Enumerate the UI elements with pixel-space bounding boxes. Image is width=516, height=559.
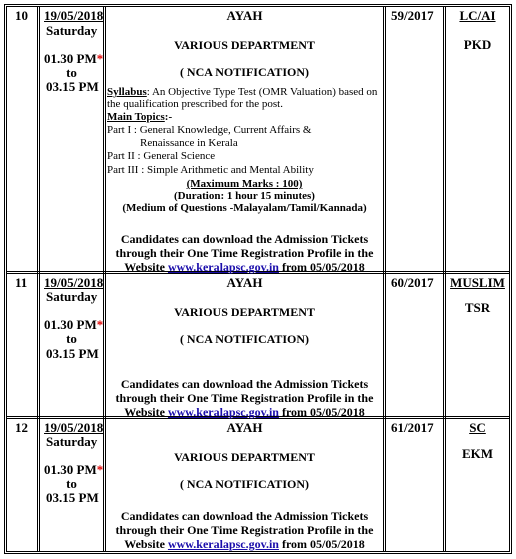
syllabus-label: Syllabus bbox=[107, 86, 147, 98]
topic-part-3: Part III : Simple Arithmetic and Mental Ability bbox=[107, 164, 314, 176]
column-separator bbox=[383, 6, 384, 552]
time-from-text: 01.30 PM bbox=[44, 317, 97, 332]
download-notice-line1: Candidates can download the Admission Tickets bbox=[120, 377, 369, 391]
question-medium: (Medium of Questions -Malayalam/Tamil/Kannada) bbox=[122, 202, 367, 214]
time-to-word: to bbox=[66, 65, 77, 80]
department: VARIOUS DEPARTMENT bbox=[174, 38, 315, 52]
topic-part-2: Part II : General Science bbox=[107, 150, 216, 162]
website-link[interactable]: www.keralapsc.gov.in bbox=[167, 405, 279, 419]
exam-time-to: 03.15 PM bbox=[46, 79, 99, 94]
main-topics-label: Main Topics bbox=[107, 111, 165, 123]
time-from-text: 01.30 PM bbox=[44, 462, 97, 477]
community: LC/AI bbox=[459, 8, 496, 23]
column-separator bbox=[443, 6, 444, 552]
download-notice-line2: through their One Time Registration Profile in the bbox=[115, 246, 374, 260]
serial-number: 11 bbox=[15, 275, 28, 290]
download-notice-line2: through their One Time Registration Profile in the bbox=[115, 523, 374, 537]
column-separator bbox=[39, 6, 40, 552]
post-name: AYAH bbox=[226, 275, 263, 290]
download-notice-line3 bbox=[106, 405, 383, 419]
district: TSR bbox=[464, 300, 491, 315]
serial-number: 10 bbox=[15, 8, 28, 23]
website-link[interactable]: www.keralapsc.gov.in bbox=[167, 537, 279, 551]
time-to-word: to bbox=[66, 331, 77, 346]
table-border-left-inner bbox=[6, 6, 7, 552]
table-border-right bbox=[511, 4, 512, 554]
website-label: Website bbox=[124, 537, 165, 551]
exam-date: 19/05/2018 bbox=[44, 275, 104, 290]
download-notice-line1: Candidates can download the Admission Tickets bbox=[120, 232, 369, 246]
category-number: 59/2017 bbox=[391, 8, 434, 23]
exam-time-from bbox=[44, 318, 103, 332]
main-topics-heading bbox=[107, 110, 172, 124]
download-notice-line1: Candidates can download the Admission Tickets bbox=[120, 509, 369, 523]
table-border-bottom bbox=[4, 553, 512, 554]
post-name: AYAH bbox=[226, 420, 263, 435]
table-border-bottom-inner bbox=[6, 551, 510, 552]
time-asterisk: * bbox=[96, 317, 104, 332]
exam-day: Saturday bbox=[46, 289, 98, 304]
download-notice-line2: through their One Time Registration Profile in the bbox=[115, 391, 374, 405]
serial-number: 12 bbox=[15, 420, 28, 435]
exam-duration: (Duration: 1 hour 15 minutes) bbox=[174, 190, 315, 202]
column-separator bbox=[37, 6, 38, 552]
time-asterisk: * bbox=[96, 51, 104, 66]
community: MUSLIM bbox=[450, 275, 505, 290]
time-asterisk: * bbox=[96, 462, 104, 477]
website-link[interactable]: www.keralapsc.gov.in bbox=[167, 260, 279, 274]
website-label: Website bbox=[124, 405, 165, 419]
time-to-word: to bbox=[66, 476, 77, 491]
notification-type: ( NCA NOTIFICATION) bbox=[179, 332, 310, 346]
time-from-text: 01.30 PM bbox=[44, 51, 97, 66]
download-from-date: from 05/05/2018 bbox=[281, 260, 365, 274]
topic-part-1-cont: Renaissance in Kerala bbox=[140, 137, 238, 149]
exam-time-to: 03.15 PM bbox=[46, 346, 99, 361]
exam-day: Saturday bbox=[46, 434, 98, 449]
table-border-right-inner bbox=[509, 6, 510, 552]
download-notice-line3 bbox=[106, 260, 383, 274]
category-number: 60/2017 bbox=[391, 275, 434, 290]
website-label: Website bbox=[124, 260, 165, 274]
district: EKM bbox=[461, 446, 494, 461]
topic-part-1: Part I : General Knowledge, Current Affairs & bbox=[107, 124, 312, 136]
notification-type: ( NCA NOTIFICATION) bbox=[179, 477, 310, 491]
community: SC bbox=[469, 420, 486, 435]
district: PKD bbox=[463, 37, 492, 52]
table-border-left bbox=[4, 4, 5, 554]
department: VARIOUS DEPARTMENT bbox=[174, 450, 315, 464]
column-separator bbox=[385, 6, 386, 552]
download-notice-line3 bbox=[106, 537, 383, 551]
exam-date: 19/05/2018 bbox=[44, 8, 104, 23]
table-border-top bbox=[4, 4, 512, 5]
department: VARIOUS DEPARTMENT bbox=[174, 305, 315, 319]
table-border-top-inner bbox=[6, 6, 510, 7]
maximum-marks: (Maximum Marks : 100) bbox=[186, 178, 303, 190]
notification-type: ( NCA NOTIFICATION) bbox=[179, 65, 310, 79]
syllabus-text: : An Objective Type Test (OMR Valuation) based on bbox=[146, 86, 378, 98]
exam-day: Saturday bbox=[46, 23, 98, 38]
exam-time-from bbox=[44, 463, 103, 477]
exam-time-from bbox=[44, 52, 103, 66]
download-from-date: from 05/05/2018 bbox=[281, 405, 365, 419]
post-name: AYAH bbox=[226, 8, 263, 23]
syllabus-text-cont: the qualification prescribed for the post. bbox=[107, 98, 283, 110]
category-number: 61/2017 bbox=[391, 420, 434, 435]
download-from-date: from 05/05/2018 bbox=[281, 537, 365, 551]
exam-time-to: 03.15 PM bbox=[46, 490, 99, 505]
main-topics-suffix: :- bbox=[164, 111, 173, 123]
exam-date: 19/05/2018 bbox=[44, 420, 104, 435]
